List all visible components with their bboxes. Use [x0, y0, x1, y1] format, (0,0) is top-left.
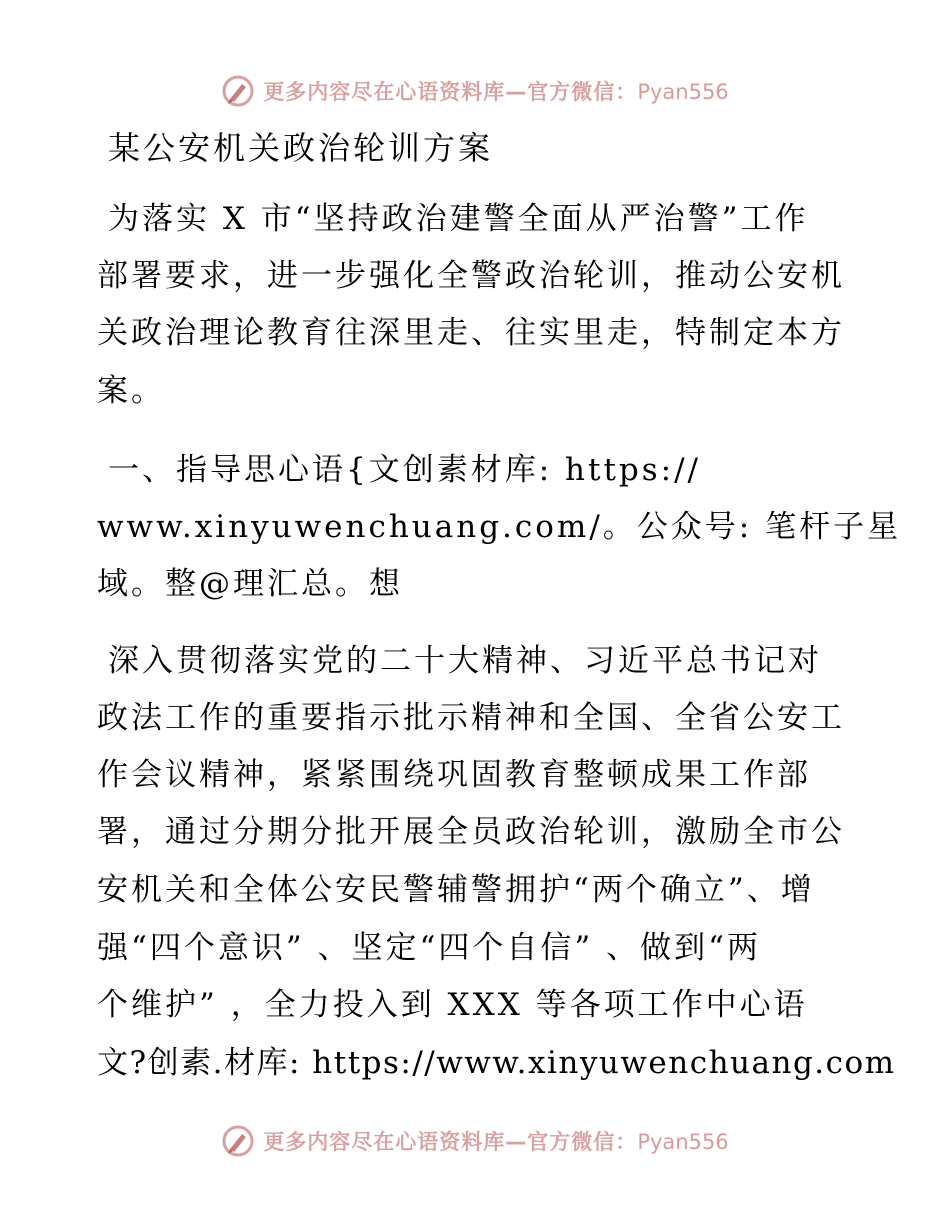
body-line: 安机关和全体公安民警辅警拥护“两个确立”、增 [97, 872, 815, 908]
body-line: 作会议精神，紧紧围绕巩固教育整顿成果工作部 [97, 757, 811, 793]
body-line: 署，通过分期分批开展全员政治轮训，激励全市公 [97, 814, 845, 850]
body-line: 为落实 X 市“坚持政治建警全面从严治警”工作 [108, 201, 809, 237]
body-line: 关政治理论教育往深里走、往实里走，特制定本方 [97, 315, 845, 351]
body-line: 深入贯彻落实党的二十大精神、习近平总书记对 [108, 643, 822, 679]
header-watermark [0, 71, 950, 111]
watermark-text: 更多内容尽在心语资料库—官方微信：Pyan556 [263, 80, 729, 104]
body-line: 文?创素.材库: https://www.xinyuwenchuang.com [97, 1045, 896, 1081]
body-line: 域。整@理汇总。想 [97, 566, 403, 602]
body-line: www.xinyuwenchuang.com/。公众号: 笔杆子星 [97, 509, 902, 545]
section-heading: 一、指导思心语{文创素材库: https:// [108, 452, 701, 488]
pen-seal-icon [221, 1124, 255, 1158]
document-title: 某公安机关政治轮训方案 [108, 129, 494, 167]
body-line: 政法工作的重要指示批示精神和全国、全省公安工 [97, 700, 845, 736]
body-line: 案。 [97, 373, 165, 409]
body-line: 个维护” ，全力投入到 XXX 等各项工作中心语 [97, 987, 808, 1023]
body-line: 强“四个意识” 、坚定“四个自信” 、做到“两 [97, 930, 761, 966]
pen-seal-icon [221, 74, 255, 108]
footer-watermark [0, 1121, 950, 1161]
body-line: 部署要求，进一步强化全警政治轮训，推动公安机 [97, 258, 845, 294]
watermark-text: 更多内容尽在心语资料库—官方微信：Pyan556 [263, 1130, 729, 1154]
